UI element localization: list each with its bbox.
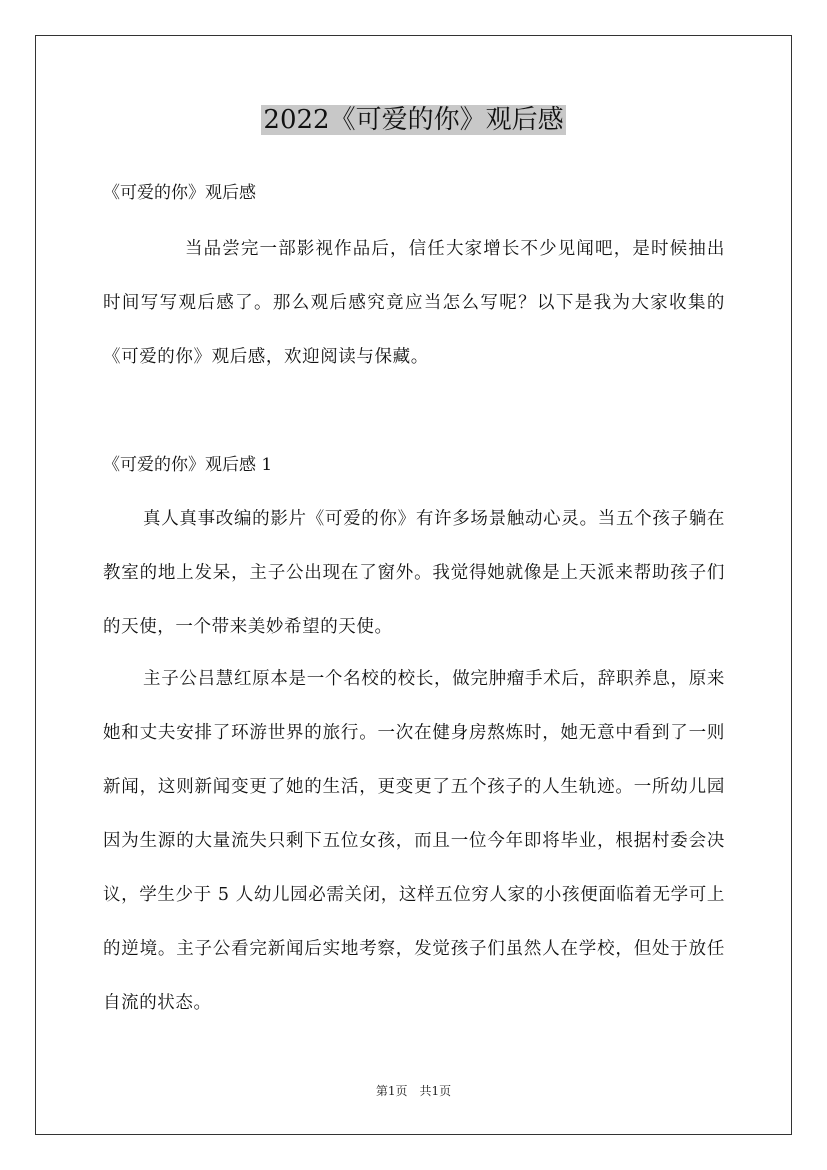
document-subtitle: 《可爱的你》观后感: [103, 183, 256, 203]
document-title: [0, 100, 827, 140]
document-title-text: 2022《可爱的你》观后感: [263, 105, 564, 135]
body-paragraph-1: 真人真事改编的影片《可爱的你》有许多场景触动心灵。当五个孩子躺在教室的地上发呆，主子公出现在了窗外。我觉得她就像是上天派来帮助孩子们的天使，一个带来美妙希望的天使。: [103, 509, 725, 637]
page-footer: 第1页 共1页: [375, 1084, 452, 1098]
intro-paragraph: 当品尝完一部影视作品后，信任大家增长不少见闻吧，是时候抽出时间写写观后感了。那么观后感究竟应当怎么写呢？以下是我为大家收集的《可爱的你》观后感，欢迎阅读与保藏。: [103, 239, 725, 367]
section-heading: 《可爱的你》观后感 1: [103, 455, 273, 475]
body-paragraph-2: 主子公吕慧红原本是一个名校的校长，做完肿瘤手术后，辞职养息，原来她和丈夫安排了环游世界的旅行。一次在健身房熬炼时，她无意中看到了一则新闻，这则新闻变更了她的生活，更变更了五个孩子的人生轨迹。一所幼儿园因为生源的大量流失只剩下五位女孩，而且一位今年即将毕业，根据村委会决议，学生少于 5 人幼儿园必需关闭，这样五位穷人家的小孩便面临着无学可上的逆境。主子公看完新闻后实地考察，发觉孩子们虽然人在学校，但处于放任自流的状态。: [103, 669, 725, 1013]
